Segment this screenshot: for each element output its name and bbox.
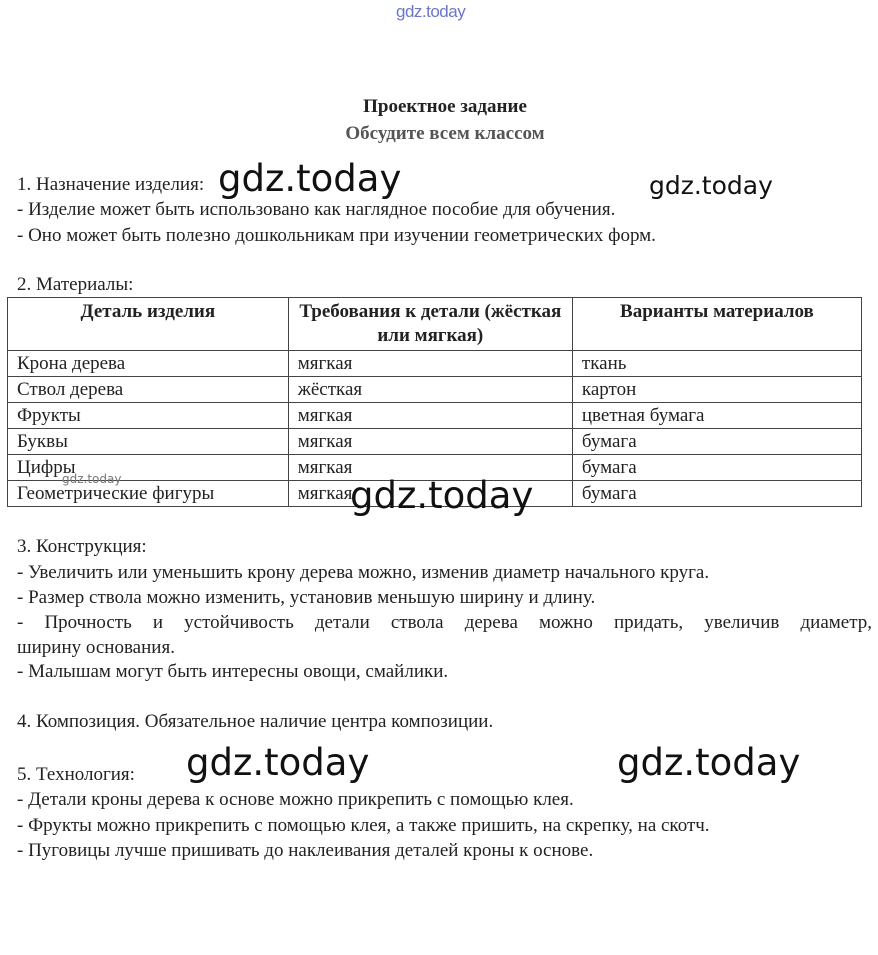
table-cell: бумага xyxy=(572,481,861,507)
section5-line-3: - Пуговицы лучше пришивать до наклеивания деталей кроны к основе. xyxy=(17,840,594,861)
table-cell: мягкая xyxy=(288,403,572,429)
table-row xyxy=(8,403,862,429)
table-cell: жёсткая xyxy=(288,377,572,403)
table-cell: мягкая xyxy=(288,351,572,377)
section4-heading: 4. Композиция. Обязательное наличие центра композиции. xyxy=(17,711,494,732)
table-header-cell: Варианты материалов xyxy=(572,298,861,351)
section1-line-2: - Оно может быть полезно дошкольникам при изучении геометрических форм. xyxy=(17,225,656,246)
table-cell: мягкая xyxy=(288,455,572,481)
watermark: gdz.today xyxy=(62,472,122,486)
table-cell: Фрукты xyxy=(8,403,289,429)
table-cell: Ствол дерева xyxy=(8,377,289,403)
table-cell: Геометрические фигуры xyxy=(8,481,289,507)
table-header-cell: Деталь изделия xyxy=(8,298,289,351)
table-cell: картон xyxy=(572,377,861,403)
table-cell: бумага xyxy=(572,455,861,481)
section3-line-3: - Прочность и устойчивость детали ствола дерева можно придать, увеличив диаметр, xyxy=(17,612,872,633)
table-cell: мягкая xyxy=(288,429,572,455)
section5-line-2: - Фрукты можно прикрепить с помощью клея, а также пришить, на скрепку, на скотч. xyxy=(17,815,710,836)
table-cell: цветная бумага xyxy=(572,403,861,429)
section3-heading: 3. Конструкция: xyxy=(17,536,147,557)
page-title: Проектное задание xyxy=(363,96,527,117)
table-cell: мягкая xyxy=(288,481,572,507)
section3-line-1: - Увеличить или уменьшить крону дерева можно, изменив диаметр начального круга. xyxy=(17,562,710,583)
section2-heading: 2. Материалы: xyxy=(17,274,134,295)
table-row xyxy=(8,429,862,455)
table-header-cell: Требования к детали (жёсткая или мягкая) xyxy=(288,298,572,351)
table-row xyxy=(8,351,862,377)
table-cell: Крона дерева xyxy=(8,351,289,377)
table-cell: Буквы xyxy=(8,429,289,455)
table-cell: Цифры xyxy=(8,455,289,481)
table-header-row xyxy=(8,298,862,351)
watermark: gdz.today xyxy=(350,474,534,517)
section5-line-1: - Детали кроны дерева к основе можно прикрепить с помощью клея. xyxy=(17,789,574,810)
header-watermark: gdz.today xyxy=(396,2,466,21)
watermark: gdz.today xyxy=(617,741,801,784)
watermark: gdz.today xyxy=(186,741,370,784)
table-cell: ткань xyxy=(572,351,861,377)
section1-heading: 1. Назначение изделия: xyxy=(17,174,205,195)
section3-line-5: - Малышам могут быть интересны овощи, смайлики. xyxy=(17,661,449,682)
table-cell: бумага xyxy=(572,429,861,455)
section3-line-4: ширину основания. xyxy=(17,637,175,658)
section3-line-2: - Размер ствола можно изменить, установив меньшую ширину и длину. xyxy=(17,587,596,608)
section1-line-1: - Изделие может быть использовано как наглядное пособие для обучения. xyxy=(17,199,616,220)
watermark: gdz.today xyxy=(218,157,402,200)
watermark: gdz.today xyxy=(649,171,773,200)
table-row xyxy=(8,377,862,403)
section5-heading: 5. Технология: xyxy=(17,764,135,785)
page-subtitle: Обсудите всем классом xyxy=(345,123,545,144)
